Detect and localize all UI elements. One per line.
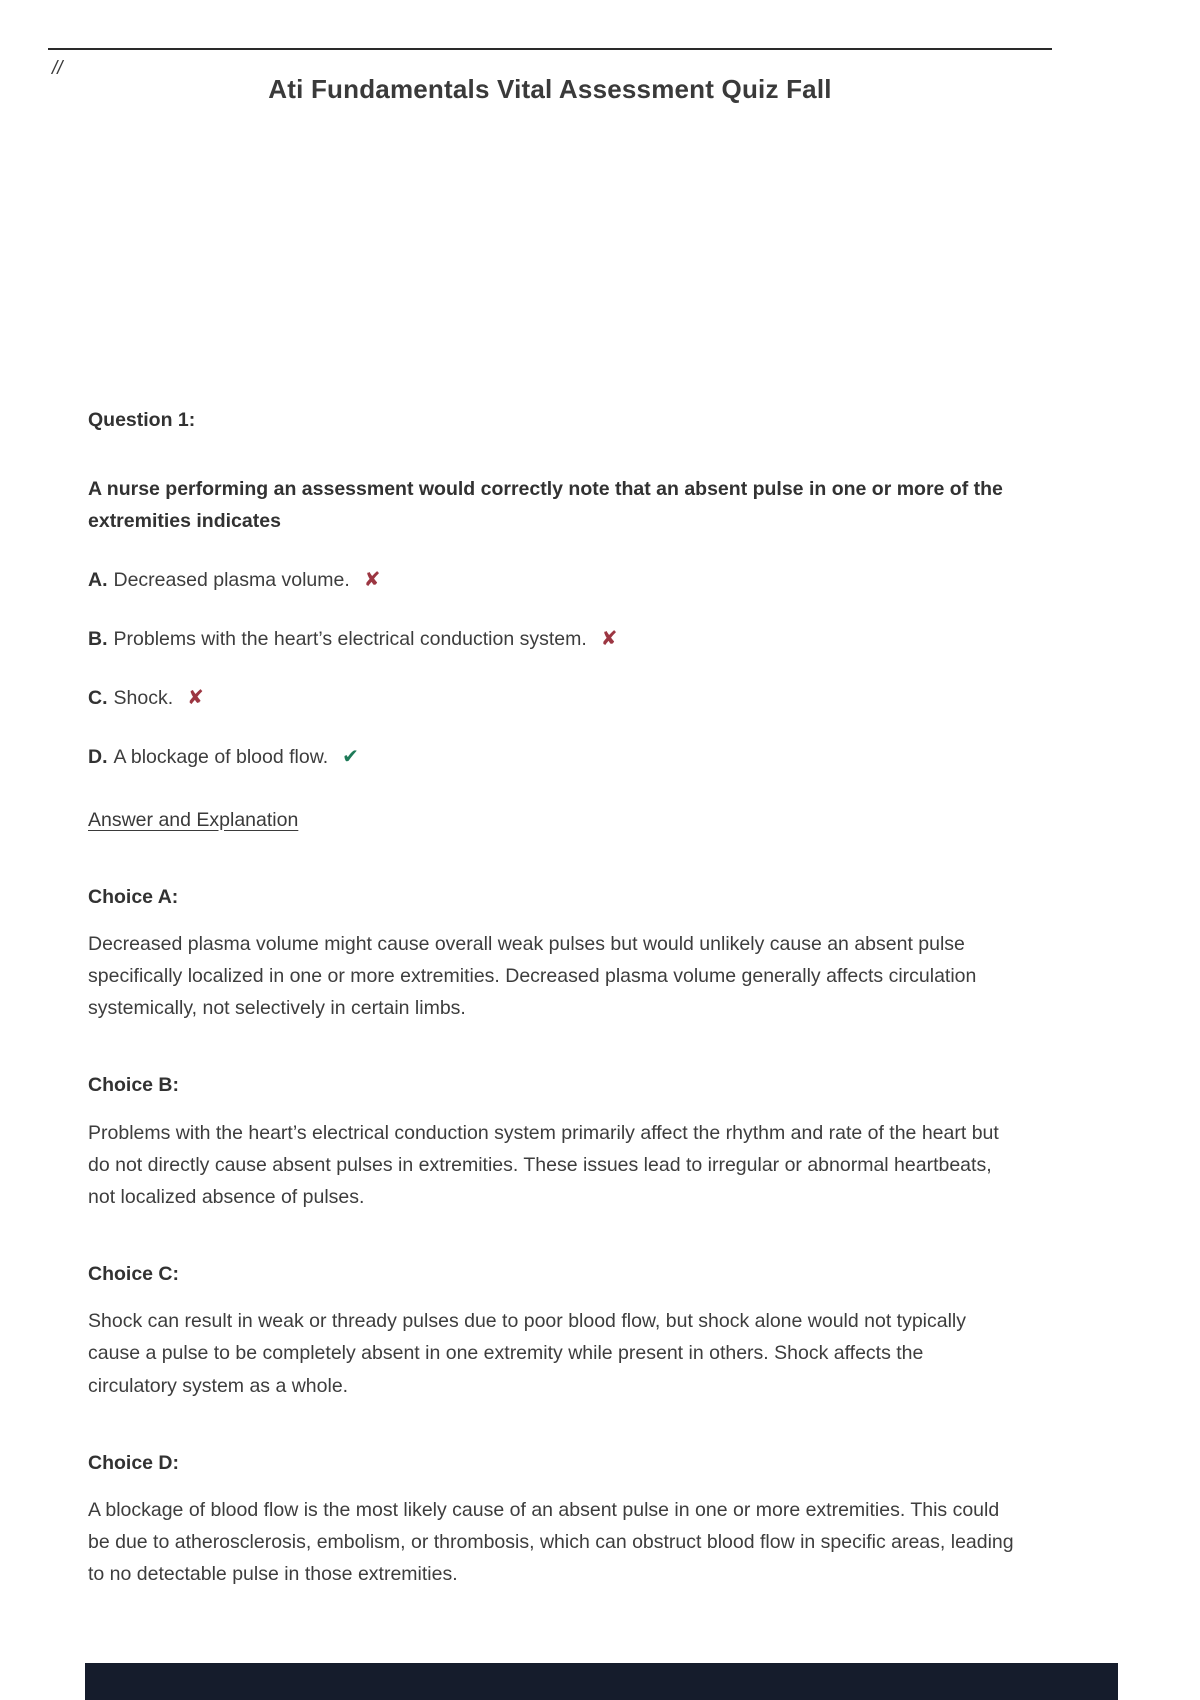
option-text: Problems with the heart’s electrical conduction system.	[113, 627, 587, 650]
top-divider	[48, 48, 1052, 50]
choice-b-explanation: Problems with the heart’s electrical conduction system primarily affect the rhythm and rate of the heart but do not directly cause absent pulses in extremities. These issues lead to irregular or abnormal heartbeats, not localized absence of pulses.	[88, 1121, 999, 1208]
option-letter: B.	[88, 627, 108, 650]
footer-bar	[85, 1663, 1118, 1700]
option-text: Shock.	[113, 686, 174, 709]
question-number-heading: Question 1:	[88, 409, 196, 431]
option-text: Decreased plasma volume.	[113, 568, 350, 591]
choice-c-heading: Choice C:	[88, 1263, 180, 1286]
correct-icon: ✔	[342, 745, 359, 768]
answer-option-b	[88, 623, 1016, 656]
choice-a-heading: Choice A:	[88, 885, 179, 908]
answer-and-explanation-link[interactable]: Answer and Explanation	[88, 808, 299, 831]
question-content	[88, 404, 1016, 1590]
option-text: A blockage of blood flow.	[113, 745, 329, 768]
incorrect-icon: ✘	[187, 686, 204, 709]
corner-slash-mark: //	[52, 58, 63, 79]
choice-c-explanation: Shock can result in weak or thready pulses due to poor blood flow, but shock alone would not typically cause a pulse to be completely absent in one extremity while present in others. Shock affects the circulatory system as a whole.	[88, 1310, 967, 1397]
choice-b-heading: Choice B:	[88, 1074, 180, 1097]
answer-option-a	[88, 564, 1016, 597]
question-text: A nurse performing an assessment would correctly note that an absent pulse in one or more of the extremities indicates	[88, 478, 1003, 533]
incorrect-icon: ✘	[600, 627, 618, 650]
answer-option-c	[88, 682, 1016, 715]
incorrect-icon: ✘	[363, 568, 381, 591]
page-title: Ati Fundamentals Vital Assessment Quiz Fall	[268, 74, 832, 104]
option-letter: A.	[88, 568, 108, 591]
option-letter: C.	[88, 686, 108, 709]
option-letter: D.	[88, 745, 108, 768]
answer-option-d	[88, 741, 1016, 774]
choice-d-explanation: A blockage of blood flow is the most likely cause of an absent pulse in one or more extremities. This could be due to atherosclerosis, embolism, or thrombosis, which can obstruct blood flow in specific areas, leading to no detectable pulse in those extremities.	[88, 1498, 1014, 1586]
choice-a-explanation: Decreased plasma volume might cause overall weak pulses but would unlikely cause an absent pulse specifically localized in one or more extremities. Decreased plasma volume generally affects circulation systemically, not selectively in certain limbs.	[88, 932, 977, 1020]
choice-d-heading: Choice D:	[88, 1451, 180, 1474]
